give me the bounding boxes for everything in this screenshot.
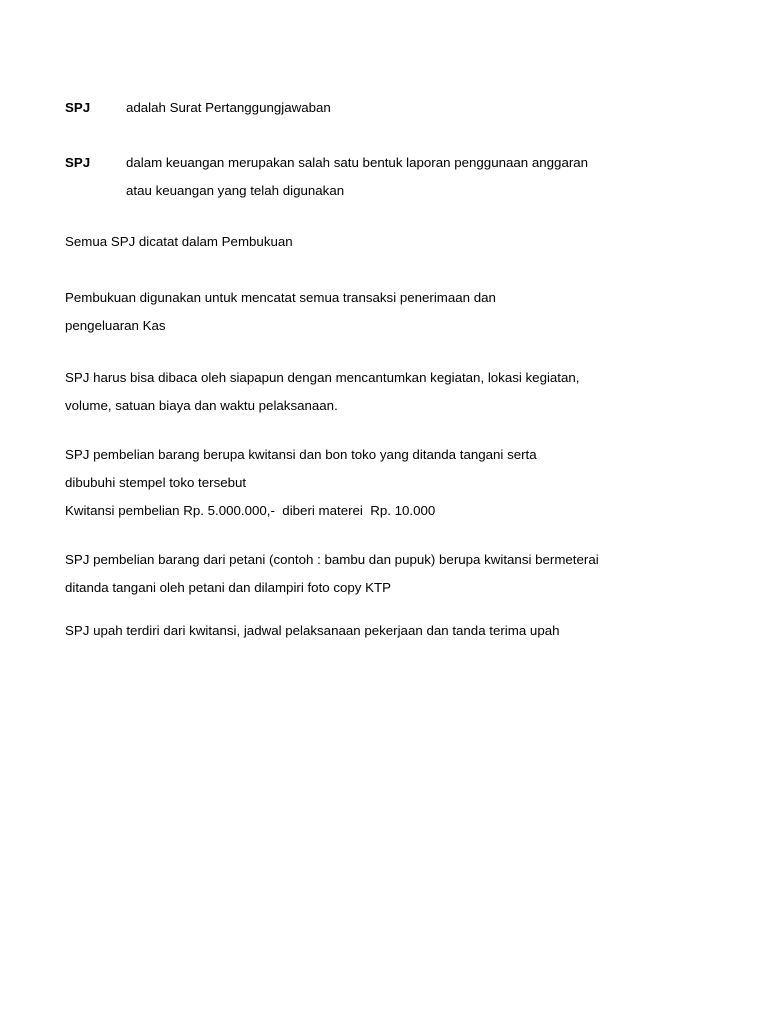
definition-term: SPJ [65, 100, 91, 115]
paragraph-line: ditanda tangani oleh petani dan dilampiri foto copy KTP [65, 580, 391, 595]
paragraph-line: volume, satuan biaya dan waktu pelaksanaan. [65, 398, 338, 413]
definition-text: atau keuangan yang telah digunakan [126, 183, 345, 198]
paragraph-line: SPJ harus bisa dibaca oleh siapapun dengan mencantumkan kegiatan, lokasi kegiatan, [65, 370, 580, 385]
paragraph-line: pengeluaran Kas [65, 318, 166, 333]
paragraph-line: Semua SPJ dicatat dalam Pembukuan [65, 234, 293, 249]
paragraph-line: SPJ pembelian barang dari petani (contoh : bambu dan pupuk) berupa kwitansi bermeterai [65, 552, 599, 567]
definition-text: dalam keuangan merupakan salah satu bentuk laporan penggunaan anggaran [126, 155, 589, 170]
definition-term: SPJ [65, 155, 91, 170]
paragraph-line: SPJ upah terdiri dari kwitansi, jadwal pelaksanaan pekerjaan dan tanda terima upah [65, 623, 560, 638]
paragraph-line: Kwitansi pembelian Rp. 5.000.000,- diberi materei Rp. 10.000 [65, 503, 436, 518]
paragraph-line: dibubuhi stempel toko tersebut [65, 475, 247, 490]
definition-text: adalah Surat Pertanggungjawaban [126, 100, 331, 115]
paragraph-line: SPJ pembelian barang berupa kwitansi dan bon toko yang ditanda tangani serta [65, 447, 537, 462]
paragraph-line: Pembukuan digunakan untuk mencatat semua transaksi penerimaan dan [65, 290, 496, 305]
